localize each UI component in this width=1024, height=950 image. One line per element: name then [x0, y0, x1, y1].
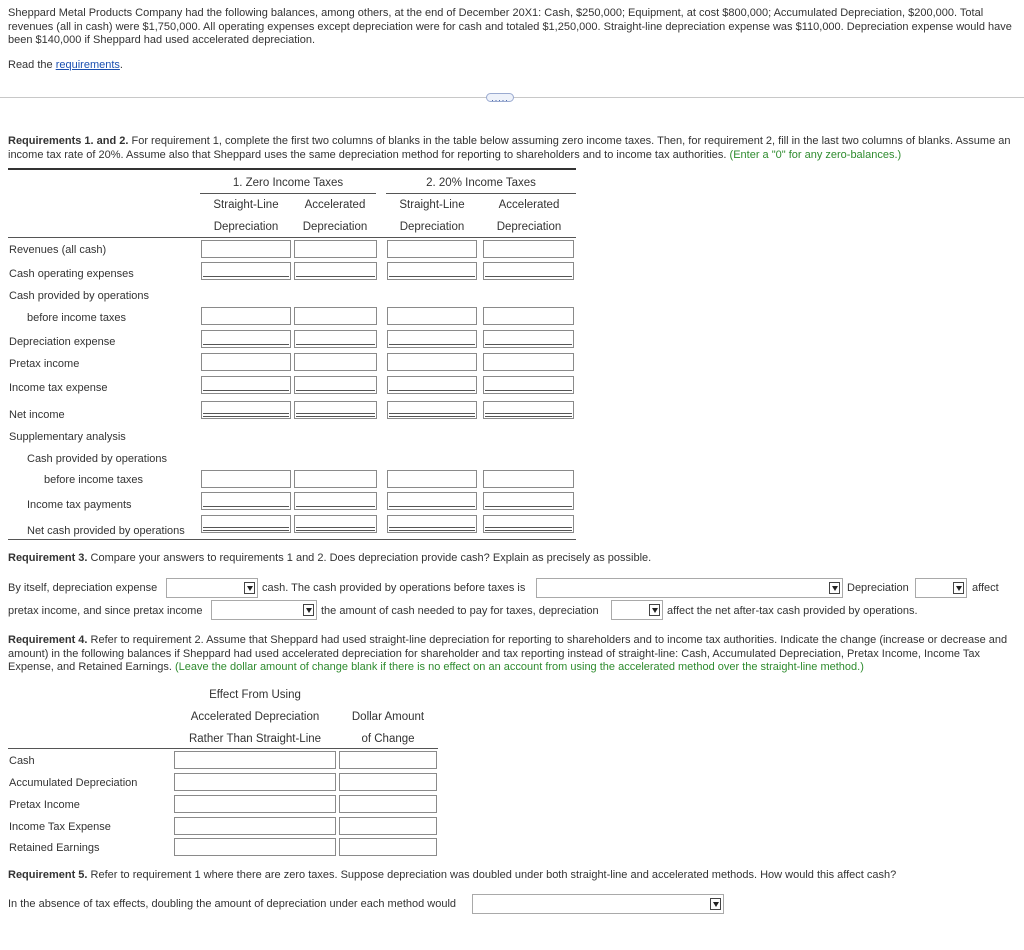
- pretax-sl-tax-input[interactable]: [387, 353, 477, 371]
- tax-payments-acc-tax-input[interactable]: [483, 492, 574, 510]
- chevron-down-icon: [710, 898, 721, 910]
- cpo-sl-zero-input[interactable]: [201, 307, 291, 325]
- req4-col1-header-1: Effect From Using: [209, 689, 301, 701]
- row-label-revenues: Revenues (all cash): [9, 244, 107, 256]
- cash-change-input[interactable]: [339, 751, 437, 769]
- net-cash-acc-tax-input[interactable]: [483, 515, 574, 533]
- supp-cpo-sl-tax-input[interactable]: [387, 470, 477, 488]
- accum-dep-effect-select[interactable]: [174, 773, 336, 791]
- row-label-cash-opex: Cash operating expenses: [9, 268, 134, 280]
- req5-sentence-1: In the absence of tax effects, doubling the amount of depreciation under each method would: [8, 898, 457, 910]
- chevron-down-icon: [829, 582, 840, 594]
- supp-cpo-acc-tax-input[interactable]: [483, 470, 574, 488]
- table1-top-rule: [8, 168, 576, 170]
- req4-row-label-tax-exp: Income Tax Expense: [9, 821, 111, 833]
- cash-opex-acc-zero-input[interactable]: [294, 262, 377, 280]
- row-label-supp: Supplementary analysis: [9, 431, 126, 443]
- group2-rule: [386, 193, 576, 194]
- req4-col2-header-1: Dollar Amount: [351, 711, 425, 723]
- revenues-sl-zero-input[interactable]: [201, 240, 291, 258]
- req4-row-label-accum-dep: Accumulated Depreciation: [9, 777, 138, 789]
- group1-header: 1. Zero Income Taxes: [232, 177, 344, 189]
- chevron-down-icon: [303, 604, 314, 616]
- cash-opex-sl-tax-input[interactable]: [387, 262, 477, 280]
- req4-row-label-cash: Cash: [9, 755, 35, 767]
- row-label-tax-payments: Income tax payments: [27, 499, 132, 511]
- req4-instructions: [8, 634, 1014, 675]
- tax-payments-acc-zero-input[interactable]: [294, 492, 377, 510]
- req12-hint: (Enter a "0" for any zero-balances.): [726, 148, 902, 161]
- req4-hint: (Leave the dollar amount of change blank if there is no effect on an account from using the accelerated method over the straight-line method.): [171, 661, 864, 673]
- req4-text: Refer to requirement 2. Assume that Sheppard had used straight-line depreciation for reporting to shareholders and to income tax authorities. Indicate the change (increase or decrease and amount) in the following balances if Sheppard had used accelerated depreciation for shareholder and tax reporting instead of straight-line: Cash, Accumulated Depreciation, Pretax Income, Income Tax Expense, and Retained Earnings.: [8, 634, 1008, 673]
- req5-text: Refer to requirement 1 where there are zero taxes. Suppose depreciation was doubled under both straight-line and accelerated methods. How would this affect cash?: [87, 869, 897, 881]
- dep-exp-sl-zero-input[interactable]: [201, 330, 291, 348]
- net-income-acc-zero-input[interactable]: [294, 401, 377, 419]
- req3-text: Compare your answers to requirements 1 and 2. Does depreciation provide cash? Explain as precisely as possible.: [87, 552, 652, 564]
- row-label-net-cash: Net cash provided by operations: [27, 525, 185, 537]
- net-cash-acc-zero-input[interactable]: [294, 515, 377, 533]
- dep-exp-acc-tax-input[interactable]: [483, 330, 574, 348]
- req3-sentence-7: affect the net after-tax cash provided by operations.: [667, 605, 918, 617]
- depreciation-affect-select[interactable]: [915, 578, 967, 598]
- net-cash-sl-zero-input[interactable]: [201, 515, 291, 533]
- cash-effect-select[interactable]: [174, 751, 336, 769]
- net-cash-sl-tax-input[interactable]: [387, 515, 477, 533]
- tax-payments-sl-tax-input[interactable]: [387, 492, 477, 510]
- read-suffix: .: [119, 59, 123, 71]
- cash-provided-select[interactable]: [536, 578, 843, 598]
- tax-exp-sl-tax-input[interactable]: [387, 376, 477, 394]
- group2-header: 2. 20% Income Taxes: [426, 177, 536, 189]
- cpo-acc-zero-input[interactable]: [294, 307, 377, 325]
- doubling-effect-select[interactable]: [472, 894, 724, 914]
- tax-exp-acc-tax-input[interactable]: [483, 376, 574, 394]
- tax-exp-change-input[interactable]: [339, 817, 437, 835]
- pretax-income-select[interactable]: [211, 600, 317, 620]
- expand-more-button[interactable]: .....: [486, 93, 514, 102]
- req4-col1-header-3: Rather Than Straight-Line: [188, 733, 322, 745]
- retained-change-input[interactable]: [339, 838, 437, 856]
- row-label-pretax: Pretax income: [9, 358, 80, 370]
- revenues-sl-tax-input[interactable]: [387, 240, 477, 258]
- req12-instructions: [8, 135, 1014, 162]
- req4-col1-header-2: Accelerated Depreciation: [190, 711, 320, 723]
- req3-sentence-6: the amount of cash needed to pay for taxes, depreciation: [321, 605, 599, 617]
- req3-sentence-5: pretax income, and since pretax income: [8, 605, 203, 617]
- row-label-supp-cpo-2: before income taxes: [44, 474, 144, 486]
- col4-header-2: Depreciation: [496, 221, 562, 233]
- row-label-supp-cpo-1: Cash provided by operations: [27, 453, 168, 465]
- table2-header-rule: [8, 748, 438, 749]
- row-label-cpo-1: Cash provided by operations: [9, 290, 150, 302]
- req5-instructions: [8, 869, 896, 881]
- row-label-net-income: Net income: [9, 409, 65, 421]
- dep-exp-acc-zero-input[interactable]: [294, 330, 377, 348]
- net-income-sl-zero-input[interactable]: [201, 401, 291, 419]
- read-prefix: Read the: [8, 59, 56, 71]
- requirements-link[interactable]: requirements: [55, 59, 120, 71]
- net-income-sl-tax-input[interactable]: [387, 401, 477, 419]
- cash-opex-acc-tax-input[interactable]: [483, 262, 574, 280]
- revenues-acc-zero-input[interactable]: [294, 240, 377, 258]
- tax-exp-acc-zero-input[interactable]: [294, 376, 377, 394]
- chevron-down-icon: [953, 582, 964, 594]
- req4-title: Requirement 4.: [8, 634, 88, 646]
- row-label-cpo-2: before income taxes: [27, 312, 127, 324]
- req3-sentence-3: Depreciation: [847, 582, 909, 594]
- cash-opex-sl-zero-input[interactable]: [201, 262, 291, 280]
- col2-header-1: Accelerated: [304, 199, 366, 211]
- col1-header-2: Depreciation: [213, 221, 279, 233]
- col2-header-2: Depreciation: [302, 221, 368, 233]
- row-label-tax-exp: Income tax expense: [9, 382, 108, 394]
- req4-row-label-retained: Retained Earnings: [9, 842, 100, 854]
- col1-header-1: Straight-Line: [213, 199, 279, 211]
- supp-cpo-acc-zero-input[interactable]: [294, 470, 377, 488]
- retained-effect-select[interactable]: [174, 838, 336, 856]
- accum-dep-change-input[interactable]: [339, 773, 437, 791]
- req12-text: For requirement 1, complete the first two columns of blanks in the table below assuming zero income taxes. Then, for requirement 2, fill in the last two columns of blanks. Assume an income tax rate of 20%. Assume also that Sheppard uses the same depreciation method for reporting to shareholders and to income tax authorities.: [8, 135, 1011, 161]
- req4-col2-header-2: of Change: [361, 733, 415, 745]
- row-label-dep-exp: Depreciation expense: [9, 336, 116, 348]
- read-requirements-line: [8, 59, 123, 73]
- pretax-effect-select[interactable]: [174, 795, 336, 813]
- req3-sentence-2: cash. The cash provided by operations before taxes is: [262, 582, 526, 594]
- supp-cpo-sl-zero-input[interactable]: [201, 470, 291, 488]
- req5-title: Requirement 5.: [8, 869, 88, 881]
- pretax-acc-tax-input[interactable]: [483, 353, 574, 371]
- req3-instructions: [8, 552, 651, 564]
- chevron-down-icon: [649, 604, 660, 616]
- tax-exp-sl-zero-input[interactable]: [201, 376, 291, 394]
- pretax-sl-zero-input[interactable]: [201, 353, 291, 371]
- req4-row-label-pretax: Pretax Income: [9, 799, 80, 811]
- net-income-acc-tax-input[interactable]: [483, 401, 574, 419]
- chevron-down-icon: [244, 582, 255, 594]
- group1-rule: [200, 193, 376, 194]
- req12-title: Requirements 1. and 2.: [8, 135, 129, 147]
- tax-payments-sl-zero-input[interactable]: [201, 492, 291, 510]
- col3-header-1: Straight-Line: [399, 199, 465, 211]
- req3-title: Requirement 3.: [8, 552, 88, 564]
- dep-exp-sl-tax-input[interactable]: [387, 330, 477, 348]
- col3-header-2: Depreciation: [399, 221, 465, 233]
- table1-header-rule: [8, 237, 576, 238]
- problem-statement: Sheppard Metal Products Company had the following balances, among others, at the end of December 20X1: Cash, $250,000; Equipment, at cost $800,000; Accumulated Depreciation, $200,000. Total revenues (all in cash) were $1,750,000. All operating expenses except depreciation were for cash and totaled $1,250,000. Straight-line depreciation expense was $110,000. Depreciation expense would have been $140,000 if Sheppard had used accelerated depreciation.: [8, 7, 1012, 46]
- req3-sentence-4: affect: [972, 582, 999, 594]
- req3-sentence-1: By itself, depreciation expense: [8, 582, 158, 594]
- tax-exp-effect-select[interactable]: [174, 817, 336, 835]
- pretax-acc-zero-input[interactable]: [294, 353, 377, 371]
- cpo-sl-tax-input[interactable]: [387, 307, 477, 325]
- depreciation-net-affect-select[interactable]: [611, 600, 663, 620]
- revenues-acc-tax-input[interactable]: [483, 240, 574, 258]
- depreciation-provides-select[interactable]: [166, 578, 258, 598]
- table1-bottom-rule: [8, 539, 576, 540]
- col4-header-1: Accelerated: [498, 199, 560, 211]
- pretax-change-input[interactable]: [339, 795, 437, 813]
- cpo-acc-tax-input[interactable]: [483, 307, 574, 325]
